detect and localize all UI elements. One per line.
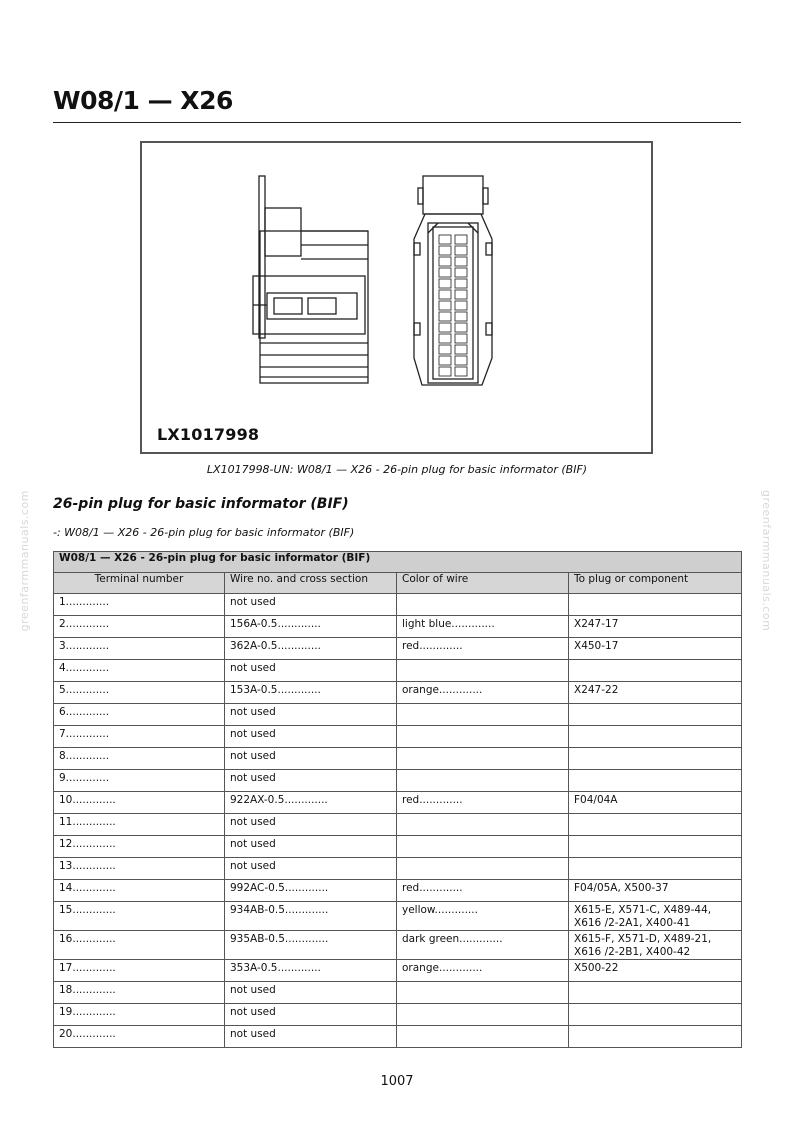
table-row [54,858,742,880]
table-row [54,770,742,792]
terminal-cell: 17............. [54,960,225,982]
table-row [54,726,742,748]
table-row [54,704,742,726]
figure-caption: LX1017998-UN: W08/1 — X26 - 26-pin plug for basic informator (BIF) [206,463,588,476]
wire-cell: not used [225,836,397,858]
table-row [54,1004,742,1026]
color-cell: red............. [397,880,569,902]
color-cell [397,982,569,1004]
wire-cell: not used [225,858,397,880]
terminal-cell: 12............. [54,836,225,858]
color-cell [397,704,569,726]
destination-cell: X500-22 [569,960,742,982]
header-terminal-number: Terminal number [54,573,225,594]
color-cell: dark green............. [397,931,569,960]
connector-drawing [142,143,651,452]
table-row [54,1026,742,1048]
destination-cell [569,704,742,726]
color-cell [397,814,569,836]
terminal-cell: 6............. [54,704,225,726]
destination-cell [569,1004,742,1026]
terminal-cell: 8............. [54,748,225,770]
watermark-right: greenfarmmanuals.com [760,490,773,632]
wire-cell: not used [225,748,397,770]
table-row [54,982,742,1004]
page-number: 1007 [380,1074,414,1089]
wire-cell: not used [225,1026,397,1048]
table-row [54,931,742,960]
terminal-cell: 10............. [54,792,225,814]
wire-cell: 156A-0.5............. [225,616,397,638]
wire-cell: 353A-0.5............. [225,960,397,982]
wire-cell: not used [225,982,397,1004]
wire-cell: not used [225,660,397,682]
terminal-cell: 7............. [54,726,225,748]
wire-cell: not used [225,704,397,726]
table-row [54,682,742,704]
terminal-cell: 9............. [54,770,225,792]
destination-cell: X450-17 [569,638,742,660]
wire-cell: 153A-0.5............. [225,682,397,704]
page-title: W08/1 — X26 [53,86,233,115]
connector-figure [140,141,653,454]
color-cell: orange............. [397,682,569,704]
wire-cell: not used [225,594,397,616]
color-cell: orange............. [397,960,569,982]
wire-cell: not used [225,726,397,748]
wire-cell: 935AB-0.5............. [225,931,397,960]
wire-cell: not used [225,1004,397,1026]
terminal-cell: 16............. [54,931,225,960]
terminal-cell: 1............. [54,594,225,616]
table-row [54,814,742,836]
destination-cell [569,858,742,880]
table-row [54,616,742,638]
destination-cell [569,594,742,616]
destination-cell [569,748,742,770]
table-caption: W08/1 — X26 - 26-pin plug for basic informator (BIF) [54,552,742,573]
table-caption-row [54,552,742,573]
color-cell [397,1004,569,1026]
wire-cell: not used [225,814,397,836]
header-destination: To plug or component [569,573,742,594]
color-cell [397,836,569,858]
destination-cell: X615-E, X571-C, X489-44, X616 /2-2A1, X400-41 [569,902,742,931]
plug-front-view [414,176,492,385]
destination-cell [569,836,742,858]
destination-cell [569,660,742,682]
terminal-cell: 11............. [54,814,225,836]
terminal-cell: 4............. [54,660,225,682]
table-row [54,960,742,982]
color-cell [397,594,569,616]
table-row [54,638,742,660]
table-row [54,660,742,682]
pin-assignment-table [53,551,742,1048]
destination-cell: X615-F, X571-D, X489-21, X616 /2-2B1, X400-42 [569,931,742,960]
figure-id-label: LX1017998 [157,425,260,444]
color-cell [397,660,569,682]
table-row [54,792,742,814]
header-wire-color: Color of wire [397,573,569,594]
destination-cell: X247-22 [569,682,742,704]
terminal-cell: 15............. [54,902,225,931]
wire-cell: 992AC-0.5............. [225,880,397,902]
destination-cell [569,770,742,792]
watermark-left: greenfarmmanuals.com [18,490,31,632]
terminal-cell: 18............. [54,982,225,1004]
color-cell [397,1026,569,1048]
wire-cell: 922AX-0.5............. [225,792,397,814]
wire-cell: 934AB-0.5............. [225,902,397,931]
plug-pin-grid [439,235,467,376]
destination-cell [569,982,742,1004]
terminal-cell: 13............. [54,858,225,880]
table-row [54,902,742,931]
terminal-cell: 5............. [54,682,225,704]
table-row [54,880,742,902]
destination-cell [569,814,742,836]
color-cell [397,770,569,792]
terminal-cell: 14............. [54,880,225,902]
destination-cell [569,726,742,748]
table-row [54,748,742,770]
destination-cell: X247-17 [569,616,742,638]
destination-cell: F04/04A [569,792,742,814]
table-header-row [54,573,742,594]
header-wire-number: Wire no. and cross section [225,573,397,594]
section-heading: 26-pin plug for basic informator (BIF) [53,496,349,512]
terminal-cell: 3............. [54,638,225,660]
destination-cell: F04/05A, X500-37 [569,880,742,902]
terminal-cell: 2............. [54,616,225,638]
color-cell [397,748,569,770]
title-divider [53,122,741,123]
table-subtitle: -: W08/1 — X26 - 26-pin plug for basic informator (BIF) [53,526,355,539]
color-cell [397,726,569,748]
color-cell [397,858,569,880]
color-cell: red............. [397,638,569,660]
terminal-cell: 20............. [54,1026,225,1048]
color-cell: red............. [397,792,569,814]
plug-side-view [253,176,368,383]
terminal-cell: 19............. [54,1004,225,1026]
wire-cell: 362A-0.5............. [225,638,397,660]
color-cell: light blue............. [397,616,569,638]
destination-cell [569,1026,742,1048]
wire-cell: not used [225,770,397,792]
color-cell: yellow............. [397,902,569,931]
table-row [54,594,742,616]
table-row [54,836,742,858]
